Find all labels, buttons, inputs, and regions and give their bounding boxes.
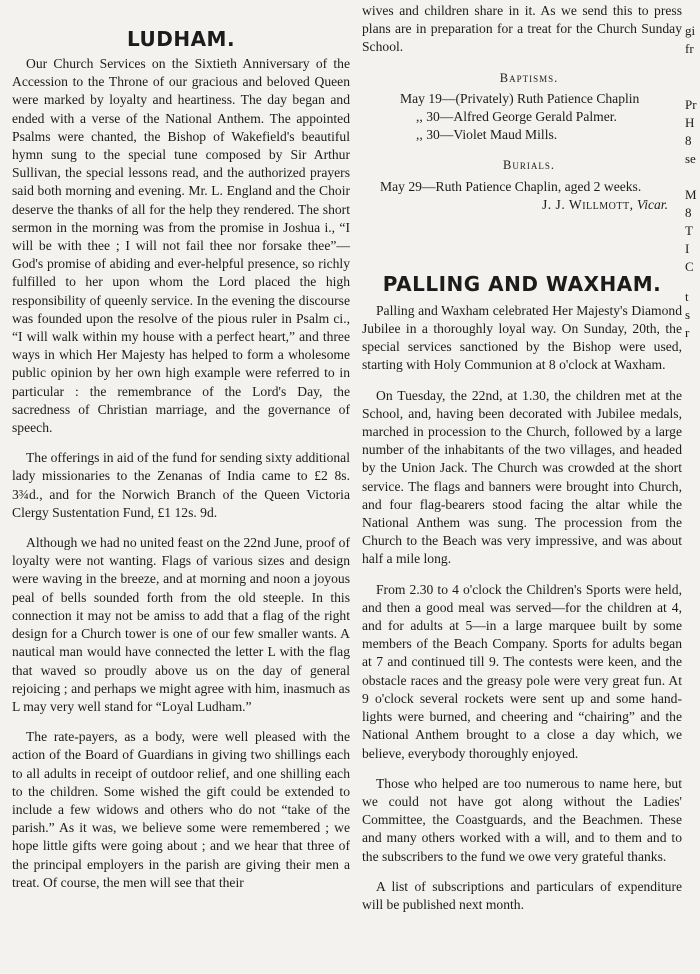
ludham-paragraph-1: Our Church Services on the Sixtieth Anniversary of the Accession to the Throne of our gracious and beloved Queen were marked by loyalty and heartiness. The day began and ended with a verse of the National Anthem. The appointed Psalms were chanted, the Bishop of Wakefield's beautiful hymn sung to the special tune composed by Sir Arthur Sullivan, the special lessons read, and the authorized prayers said both morning and evening. Mr. L. England and the Choir deserve the thanks of all for the help they rendered. The short sermon in the morning was from the promise in Joshua i., “I will be with thee ; I will not fail thee nor forsake thee”—God's promise of abiding and ever-helpful presence, so richly fulfilled to her upon whom the Lord placed the high responsibility of queenly service. In the evening the discourse was founded upon the resolve of the pious ruler in Psalm ci., “I will walk within my house with a perfect heart,” and three ways in which Her Majesty has helped to form a wholesome public opinion by her own high example were referred to in particular : the remembrance of the Lord's Day, the sacredness of Christian marriage, and the governance of speech. [12, 56, 350, 436]
ludham-paragraph-4: The rate-payers, as a body, were well pleased with the action of the Board of Guardians in giving two shillings each to all adults in receipt of outdoor relief, and one shilling each to the children. Some wished the gift could be extended to include a few widows and others who do not “take of the parish.” As it was, we believe some were remembered ; we hope little gifts were going about ; and we hear that three of the principal employers in the parish are giving their men a treat. Of course, the men will see that their [12, 729, 350, 890]
edge-fragment: Pr [685, 97, 697, 112]
edge-fragment: 8 [685, 205, 692, 220]
ludham-continuation: wives and children share in it. As we send this to press plans are in preparation for a treat for the Church Sunday School. [362, 3, 682, 55]
palling-paragraph-5: A list of subscriptions and particulars of expenditure will be published next month. [362, 878, 682, 912]
palling-paragraph-1: Palling and Waxham celebrated Her Majesty's Diamond Jubilee in a thoroughly loyal way. On Sunday, 20th, the special services sanctioned by the Bishop were used, starting with Holy Communion at 8 o'clock at Waxham. [362, 302, 682, 373]
edge-fragment: M [685, 187, 697, 202]
burial-entry: May 29—Ruth Patience Chaplin, aged 2 weeks. [380, 178, 642, 194]
edge-fragment: s [685, 307, 691, 322]
palling-title: PALLING AND WAXHAM. [382, 271, 662, 296]
vicar-name: J. J. Willmott, [541, 196, 634, 212]
palling-paragraph-2: On Tuesday, the 22nd, at 1.30, the children met at the School, and, having been decorated with Jubilee medals, marched in procession to the Church, followed by a large number of the inhabitants of the two villages, and headed by the Union Jack. The Church was crowded at the short service. The flags and banners were brought into Church, and four flag-bearers stood facing the altar while the National Anthem was sung. The procession from the Church to the Beach was very impressive, and was about half a mile long. [362, 387, 682, 567]
adjacent-page-edge [683, 0, 700, 974]
right-column [362, 0, 682, 914]
edge-fragment: 8 [685, 133, 692, 148]
baptism-entry: ,, 30—Violet Maud Mills. [416, 127, 558, 143]
burials-heading: Burials. [503, 158, 555, 173]
edge-fragment: H [685, 115, 695, 130]
edge-fragment: gi [685, 23, 696, 38]
edge-fragment: se [685, 151, 696, 166]
vicar-signature [362, 196, 682, 214]
edge-fragment: r [685, 325, 690, 340]
vicar-role: Vicar. [636, 196, 668, 212]
baptisms-heading: Baptisms. [499, 70, 559, 85]
ludham-title: LUDHAM. [126, 27, 236, 51]
edge-fragment: fr [685, 41, 694, 56]
palling-paragraph-3: From 2.30 to 4 o'clock the Children's Sports were held, and then a good meal was served—for the children at 4, and for adults at 5—in a large marquee built by some members of the Beach Company. Sports for adults began at 7 and continued till 9. The contests were keen, and the obstacle races and the greasy pole were very great fun. At 9 o'clock several rockets were sent up and some hand-lights were burned, and cheering and “chairing” and the National Anthem brought to a close a day which, we believe, everybody thoroughly enjoyed. [362, 581, 682, 761]
baptism-entry: ,, 30—Alfred George Gerald Palmer. [416, 109, 617, 125]
edge-fragment: t [685, 289, 689, 304]
edge-fragment: T [685, 223, 693, 238]
edge-fragment: I [685, 241, 690, 256]
left-column [12, 0, 350, 892]
palling-paragraph-4: Those who helped are too numerous to name here, but we could not have got along without the Ladies' Committee, the Coastguards, and the Beachmen. These and many others worked with a will, and to them and to the subscribers to the fund we owe very grateful thanks. [362, 775, 682, 864]
baptism-entry: May 19—(Privately) Ruth Patience Chaplin [400, 90, 640, 106]
ludham-paragraph-2: The offerings in aid of the fund for sending sixty additional lady missionaries to the Zenanas of India came to £2 8s. 3¾d., and for the Norwich Branch of the Queen Victoria Clergy Sustentation Fund, £1 12s. 9d. [12, 450, 350, 520]
ludham-paragraph-3: Although we had no united feast on the 22nd June, proof of loyalty were not wanting. Flags of various sizes and design were waving in the breeze, and at morning and noon a joyous peal of bells sounded forth from the old steeple. In this connection it may not be amiss to add that a flag of the right design for a Church tower is one of our few smaller wants. A nautical man would have connected the letter L with the flag that waved so proudly above us on the day of general rejoicing ; and perhaps we might agree with him, inasmuch as L may very well stand for “Loyal Ludham.” [12, 535, 350, 714]
edge-fragment: C [685, 259, 694, 274]
